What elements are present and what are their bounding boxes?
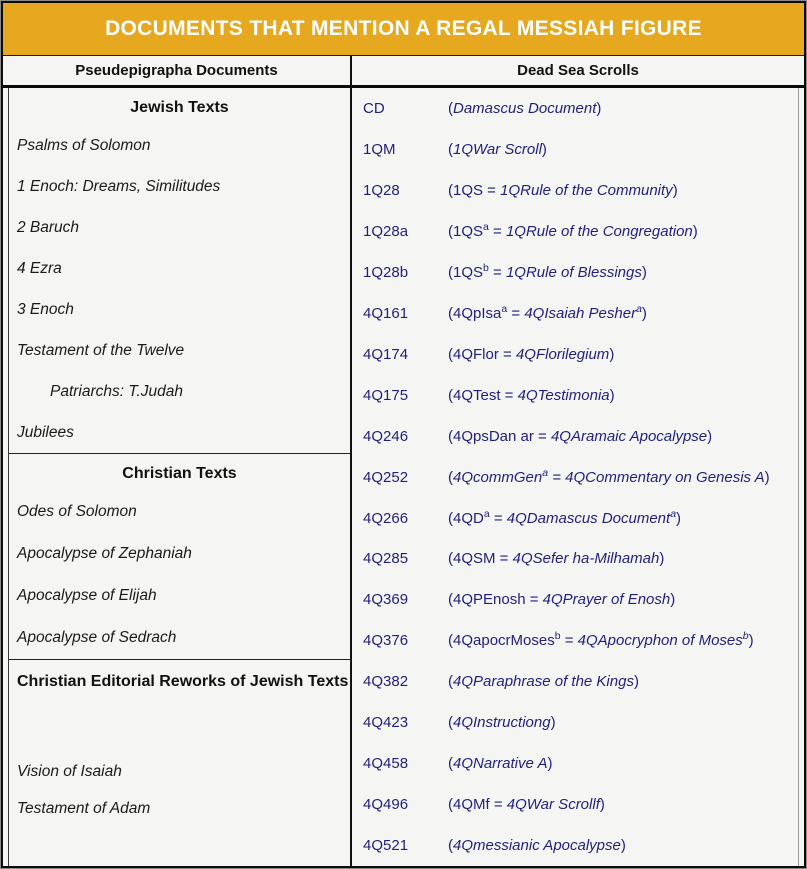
- scroll-title: (1QWar Scroll): [448, 140, 547, 158]
- document-item: Vision of Isaiah: [17, 762, 122, 780]
- section-heading: Christian Texts: [122, 465, 237, 482]
- section: [8, 660, 350, 866]
- scroll-title: ($4QD^a$ = 4QDamascus Document$^a$): [448, 507, 682, 527]
- messiah-documents-table: [1, 1, 806, 868]
- scroll-id: 1Q28a: [363, 222, 409, 240]
- scroll-title: (4QFlor = 4QFlorilegium): [448, 345, 615, 363]
- scroll-title: (4QInstructiong): [448, 714, 556, 732]
- scroll-id: 4Q496: [363, 796, 409, 814]
- scroll-row: [352, 211, 798, 252]
- scroll-row: [352, 579, 798, 620]
- scroll-id: 4Q458: [363, 755, 409, 773]
- dead-sea-scrolls-column: [352, 88, 799, 866]
- title-banner: [3, 3, 804, 56]
- page-title: DOCUMENTS THAT MENTION A REGAL MESSIAH FIGURE: [105, 17, 702, 40]
- scroll-title: ($1QS^b$ = 1QRule of Blessings): [448, 261, 647, 281]
- scroll-id: 4Q246: [363, 427, 409, 445]
- scroll-title: (4QpIsa$^a$ = 4QIsaiah Pesher$^a$): [448, 302, 647, 322]
- scroll-id: 1QM: [363, 140, 396, 158]
- scroll-id: 4Q521: [363, 837, 409, 855]
- column-header-dead-sea-scrolls: Dead Sea Scrolls: [517, 62, 639, 79]
- scroll-id: 4Q369: [363, 591, 409, 609]
- scroll-id: 1Q28: [363, 181, 400, 199]
- scroll-title: (4QSM = 4QSefer ha-Milhamah): [448, 550, 665, 568]
- section-item-list: [9, 491, 350, 659]
- scroll-row: [352, 88, 798, 129]
- scroll-id: 4Q285: [363, 550, 409, 568]
- section: [8, 454, 350, 660]
- scroll-row: [352, 538, 798, 579]
- scroll-row: [352, 416, 798, 457]
- document-item: Psalms of Solomon: [17, 136, 151, 154]
- scroll-row: [352, 784, 798, 825]
- scroll-id: 4Q161: [363, 304, 409, 322]
- scroll-id: 4Q382: [363, 673, 409, 691]
- scroll-row: [352, 620, 798, 661]
- scroll-title: (Damascus Document): [448, 99, 602, 117]
- scroll-id: 4Q175: [363, 386, 409, 404]
- scroll-id: 4Q252: [363, 468, 409, 486]
- table-body: [3, 88, 804, 866]
- pseudepigrapha-column: [3, 88, 352, 866]
- document-item: Apocalypse of Sedrach: [17, 629, 177, 646]
- scroll-title: ($1QS^a$ = 1QRule of the Congregation): [448, 220, 698, 240]
- scroll-row: [352, 661, 798, 702]
- scroll-row: [352, 743, 798, 784]
- scroll-row: [352, 293, 798, 334]
- document-item: 2 Baruch: [17, 218, 80, 236]
- scroll-row: [352, 334, 798, 375]
- scroll-row: [352, 457, 798, 498]
- column-header-pseudepigrapha: Pseudepigrapha Documents: [3, 56, 352, 85]
- scroll-row: [352, 825, 798, 866]
- scroll-title: (4QapocrMoses$^b$ = 4QApocryphon of Moses$^b$): [448, 630, 754, 650]
- scroll-row: [352, 170, 798, 211]
- scroll-row: [352, 498, 798, 539]
- scroll-row: [352, 702, 798, 743]
- scroll-title: (4QcommGen$^a$ = 4QCommentary on Genesis A): [448, 466, 770, 486]
- document-item: Testament of the Twelve: [17, 341, 185, 359]
- scroll-id: 4Q266: [363, 509, 409, 527]
- scroll-row: [352, 375, 798, 416]
- scroll-title: (4QParaphrase of the Kings): [448, 673, 639, 691]
- document-item: Apocalypse of Zephaniah: [17, 545, 192, 562]
- scroll-title: (4QTest = 4QTestimonia): [448, 386, 615, 404]
- document-item: Testament of Adam: [17, 799, 151, 817]
- document-item: 1 Enoch: Dreams, Similitudes: [17, 177, 221, 195]
- scroll-id: 1Q28b: [363, 263, 409, 281]
- scroll-title: (1QS = 1QRule of the Community): [448, 181, 678, 199]
- scroll-row: [352, 252, 798, 293]
- scroll-id: CD: [363, 99, 385, 117]
- scroll-id: 4Q376: [363, 632, 409, 650]
- scroll-title: (4QMf = 4QWar Scrollf): [448, 796, 605, 814]
- scroll-title: (4QNarrative A): [448, 755, 553, 773]
- document-item: 3 Enoch: [17, 300, 74, 318]
- section-item-list: [9, 125, 350, 453]
- document-item: Apocalypse of Elijah: [17, 587, 157, 604]
- document-item: Jubilees: [17, 423, 74, 441]
- scroll-title: (4Qmessianic Apocalypse): [448, 837, 626, 855]
- section-heading: Jewish Texts: [130, 99, 229, 116]
- scroll-id: 4Q423: [363, 714, 409, 732]
- scroll-id: 4Q174: [363, 345, 409, 363]
- scroll-title: (4QPEnosh = 4QPrayer of Enosh): [448, 591, 676, 609]
- section-item-list: [9, 753, 350, 827]
- document-item: Odes of Solomon: [17, 503, 137, 520]
- column-header-row: [3, 56, 804, 88]
- section: [8, 88, 350, 454]
- scroll-title: (4QpsDan ar = 4QAramaic Apocalypse): [448, 427, 713, 445]
- document-item: 4 Ezra: [17, 259, 62, 277]
- scroll-row: [352, 129, 798, 170]
- document-item: Patriarchs: T.Judah: [50, 382, 183, 400]
- section-heading: Christian Editorial Reworks of Jewish Texts: [17, 673, 349, 690]
